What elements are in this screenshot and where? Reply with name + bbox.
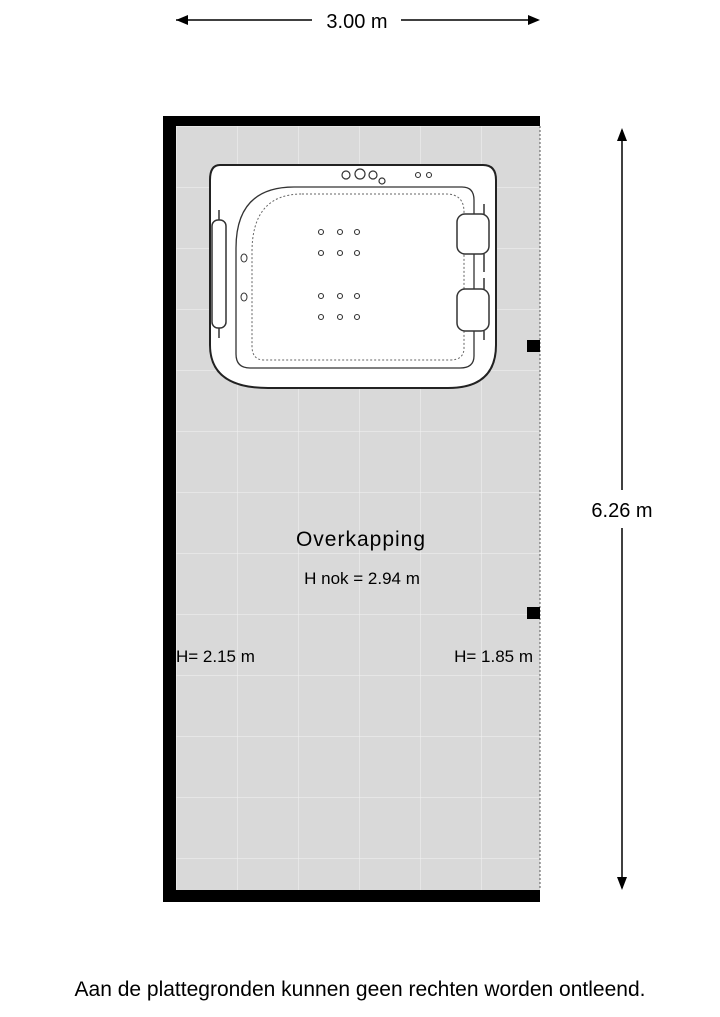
disclaimer: Aan de plattegronden kunnen geen rechten worden ontleend. <box>74 978 646 1001</box>
room-name: Overkapping <box>295 528 427 551</box>
length-label: 6.26 m <box>591 500 653 522</box>
ridge-height: H nok = 2.94 m <box>304 569 420 588</box>
post-upper <box>527 340 540 352</box>
width-dimension <box>176 11 540 33</box>
post-lower <box>527 607 540 619</box>
length-dimension <box>591 128 652 890</box>
left-wall-height: H= 2.15 m <box>176 647 255 666</box>
right-wall-height: H= 1.85 m <box>454 647 533 666</box>
whirlpool-bath-icon <box>210 165 496 388</box>
width-label: 3.00 m <box>326 11 388 33</box>
